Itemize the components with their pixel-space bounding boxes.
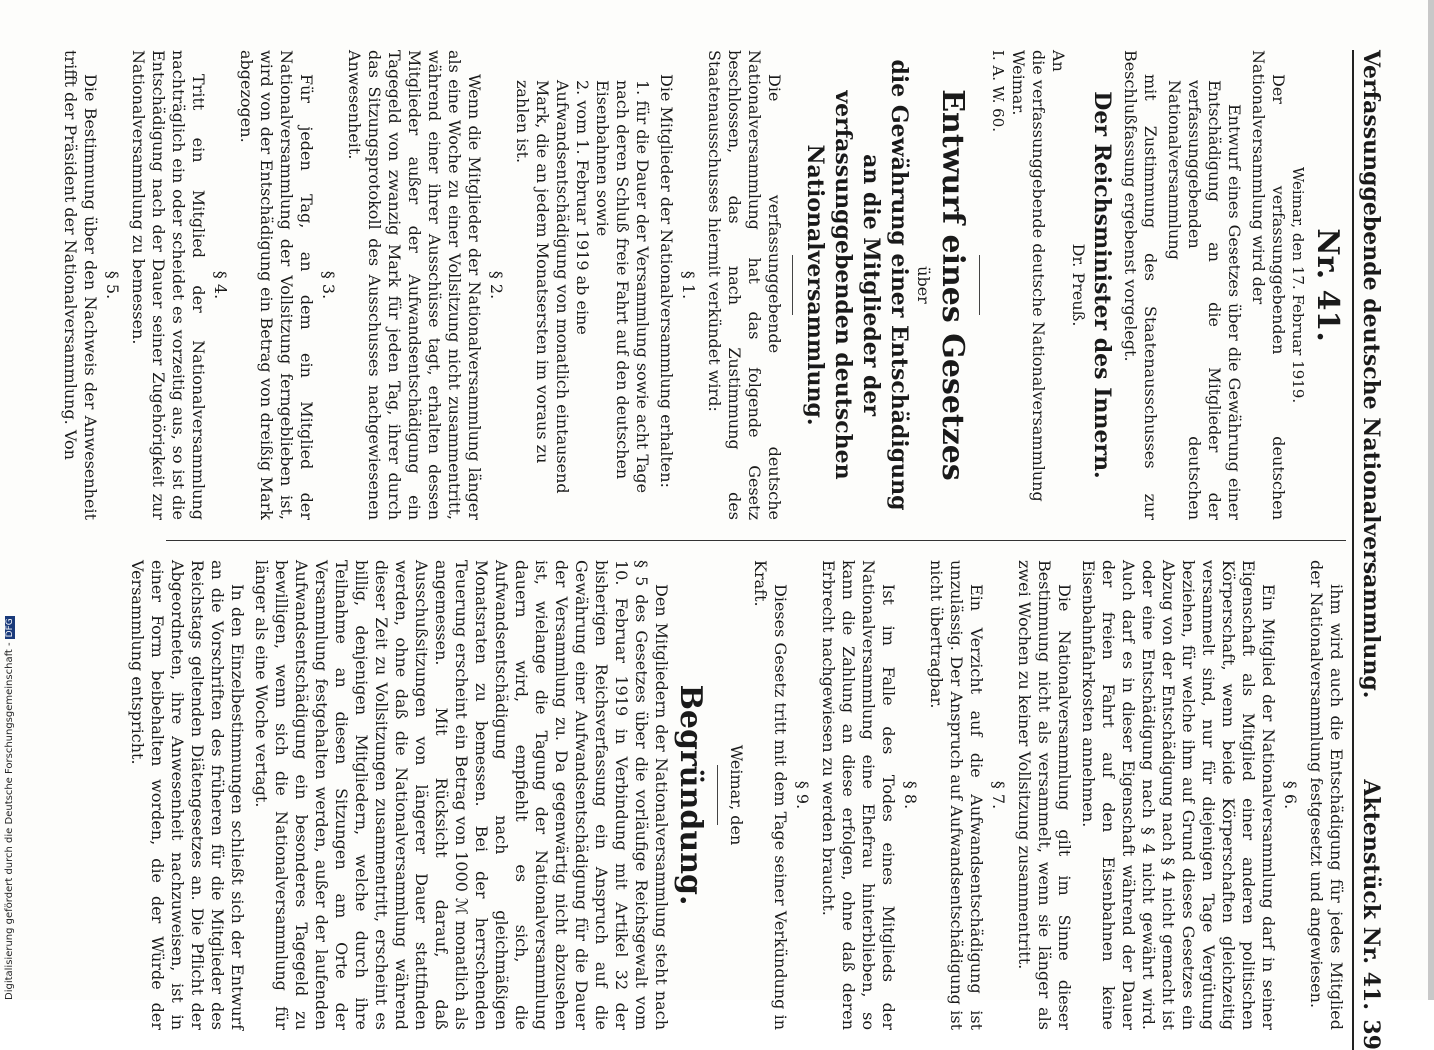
section-1-heading: § 1. — [679, 270, 698, 300]
dateline: Weimar, den 17. Februar 1919. — [1289, 166, 1307, 404]
section-8-heading: § 8. — [901, 780, 920, 810]
begruendung-paragraph-1: Den Mitgliedern der Nationalversammlung steht nach § 5 des Gesetzes über die vorläufige Reichsgewalt vom 10. Februar 1919 in Verbindung mit Artikel 32 der bisherigen Reichsverfassung ein Anspruch auf die Gewährung einer Aufwandsentschädigung für die Dauer der Versammlung zu. Da gegenwärtig nicht abzusehen ist, wielange die Tagung der Nationalversammlung dauern wird, empfiehlt es sich, die Aufwandsentschädigung nach gleichmäßigen Monatsraten zu bemessen. Bei der herrschenden Teuerung erscheint ein Betrag von 1000 ℳ monatlich als angemessen. Mit Rücksicht darauf, daß Ausschußsitzungen von längerer Dauer stattfinden werden, ohne daß die Nationalversammlung während dieser Zeit zu Vollsitzungen zusammentritt, erscheint es billig, denjenigen Mitgliedern, welche durch ihre Teilnahme an diesen Sitzungen am Orte der Versammlung festgehalten werden, außer der laufenden Aufwandsentschädigung ein besonderes Tagegeld zu bewilligen, wenn sich die Nationalversammlung für länger als eine Woche vertagt. — [252, 560, 671, 1030]
intro-to: Der verfassunggebenden deutschen Nationalversammlung wird der — [1249, 50, 1288, 520]
addressee: die verfassunggebende deutsche Nationalversammlung Weimar. — [1009, 50, 1048, 502]
section-5-text: Die Bestimmung über den Nachweis der Anwesenheit trifft der Präsident der Nationalversammlung. Von — [61, 50, 100, 520]
section-6-text-2: Die Nationalversammlung gilt im Sinne dieser Bestimmung nicht als versammelt, wenn sie länger als zwei Wochen zu keiner Vollsitzung zusammentritt. — [1015, 560, 1074, 1030]
running-header — [1352, 50, 1390, 1050]
section-2-text: Wenn die Mitglieder der Nationalversammlung länger als eine Woche zu einer Vollsitzung nicht zusammentritt, während einer ihrer Ausschüsse tagt, erhalten dessen Mitglieder außer der Aufwandsentschädigung ein Tagegeld von zwanzig Mark für jeden Tag, ihrer durch das Sitzungsprotokoll des Ausschusses nachgewiesenen Anwesenheit. — [345, 50, 484, 520]
section-6-text: Ein Mitglied der Nationalversammlung darf in seiner Eigenschaft als Mitglied einer anderen politischen Körperschaft, wenn beide Körperschaften gleichzeitig versammelt sind, nur für diejenigen Tage Vergütung beziehen, für welche ihm auf Grund dieses Gesetzes ein Abzug von der Entschädigung nach § 4 nicht gemacht ist oder eine Entschädigung nach § 4 nicht gewährt wird. Auch darf es in dieser Eigenschaft während der Dauer der freien Fahrt auf den Eisenbahnen keine Eisenbahnfahrkosten annehmen. — [1079, 560, 1278, 1030]
preamble: Die verfassunggebende deutsche Nationalversammlung hat das folgende Gesetz beschlossen, das nach Zustimmung des Staatenausschusses hiermit verkündet wird: — [705, 50, 784, 520]
section-8-text: Ist im Falle des Todes eines Mitglieds der Nationalversammlung eine Ehefrau hinterblieben, so kann die Zahlung an diese erfolgen, ohne daß deren Erbrecht nachgewiesen zu werden braucht. — [819, 560, 898, 1030]
section-4-heading: § 4. — [211, 270, 230, 300]
bill-reference: Entwurf eines Gesetzes über die Gewährung einer Entschädigung an die Mitglieder der verfassunggebenden deutschen Nationalversammlung — [1165, 80, 1244, 520]
page-number: 39 — [1358, 1019, 1384, 1050]
left-column — [56, 50, 1346, 520]
consent-line: mit Zustimmung des Staatenausschusses zur Beschlußfassung ergebenst vorgelegt. — [1121, 50, 1160, 520]
column-divider — [166, 540, 1346, 541]
minister-name: Dr. Preuß. — [1069, 243, 1088, 327]
section-7-heading: § 7. — [989, 780, 1008, 810]
rule — [792, 255, 793, 315]
rule — [717, 765, 718, 825]
section-9-text: Dieses Gesetz tritt mit dem Tage seiner Verkündung in Kraft. — [751, 560, 790, 1030]
section-1-item-1: 1. für die Dauer der Versammlung sowie acht Tage nach deren Schluß freie Fahrt auf den deutschen Eisenbahnen sowie — [593, 80, 652, 494]
section-1-text: Die Mitglieder der Nationalversammlung erhalten: — [657, 74, 676, 488]
header-right: Aktenstück Nr. 41. — [1358, 779, 1384, 1010]
section-3-text: Für jeden Tag, an dem ein Mitglied der Nationalversammlung der Vollsitzung ferngeblieben ist, wird von der Entschädigung ein Betrag von dreißig Mark abgezogen. — [237, 50, 316, 520]
section-1-item-2: 2. vom 1. Februar 1919 ab eine Aufwandsentschädigung von monatlich eintausend Mark, die an jedem Monatsersten im voraus zu zahlen ist. — [513, 80, 592, 494]
section-2-heading: § 2. — [487, 270, 506, 300]
bill-subtitle: die Gewährung einer Entschädigung an die Mitglieder der verfassunggebenden deutschen Nationalversammlung. — [802, 59, 912, 511]
section-7-text: Ein Verzicht auf die Aufwandsentschädigung ist unzulässig. Der Anspruch auf Aufwandsentschädigung ist nicht übertragbar. — [927, 560, 986, 1030]
section-9-heading: § 9. — [793, 780, 812, 810]
section-5-heading: § 5. — [103, 270, 122, 300]
section-3-heading: § 3. — [319, 270, 338, 300]
dfg-logo: DFG — [5, 618, 15, 638]
reference-number: I. A. W. 60. — [989, 50, 1007, 133]
credit-text: Digitalisierung gefördert durch die Deutsche Forschungsgemeinschaft - — [4, 642, 15, 1000]
minister-title: Der Reichsminister des Innern. — [1089, 91, 1115, 479]
section-4-text: Tritt ein Mitglied der Nationalversammlung nachträglich ein oder scheidet es vorzeitig aus, so ist die Entschädigung nach der Dauer seiner Zugehörigkeit zur Nationalversammlung zu bemessen. — [129, 50, 208, 520]
rotated-document-page — [61, 50, 1390, 1050]
section-6-heading: § 6. — [1281, 780, 1300, 810]
ueber: über — [914, 266, 933, 304]
page-edge — [1428, 0, 1434, 1000]
header-left: Verfassunggebende deutsche Nationalversammlung. — [1358, 50, 1384, 699]
begruendung-heading: Begründung. — [673, 684, 708, 906]
addressee-an: An — [1049, 50, 1068, 72]
begruendung-paragraph-2: In den Einzelbestimmungen schließt sich der Entwurf an die Vorschriften des früheren für die Mitglieder des Reichstags geltenden Diätengesetzes an. Die Pflicht der Abgeordneten, ihre Anwesenheit nachzuweisen, ist in einer Form beibehalten worden, die der Würde der Versammlung entspricht. — [128, 560, 247, 1030]
document-number: Nr. 41. — [1310, 228, 1345, 342]
right-column — [123, 560, 1346, 1030]
digitization-credit — [4, 616, 15, 1000]
bill-title: Entwurf eines Gesetzes — [935, 89, 970, 481]
signature-place: Weimar, den — [727, 744, 746, 846]
rule — [979, 255, 980, 315]
continued-text: ihm wird auch die Entschädigung für jedes Mitglied der Nationalversammlung festgesetzt und angewiesen. — [1307, 560, 1346, 1030]
